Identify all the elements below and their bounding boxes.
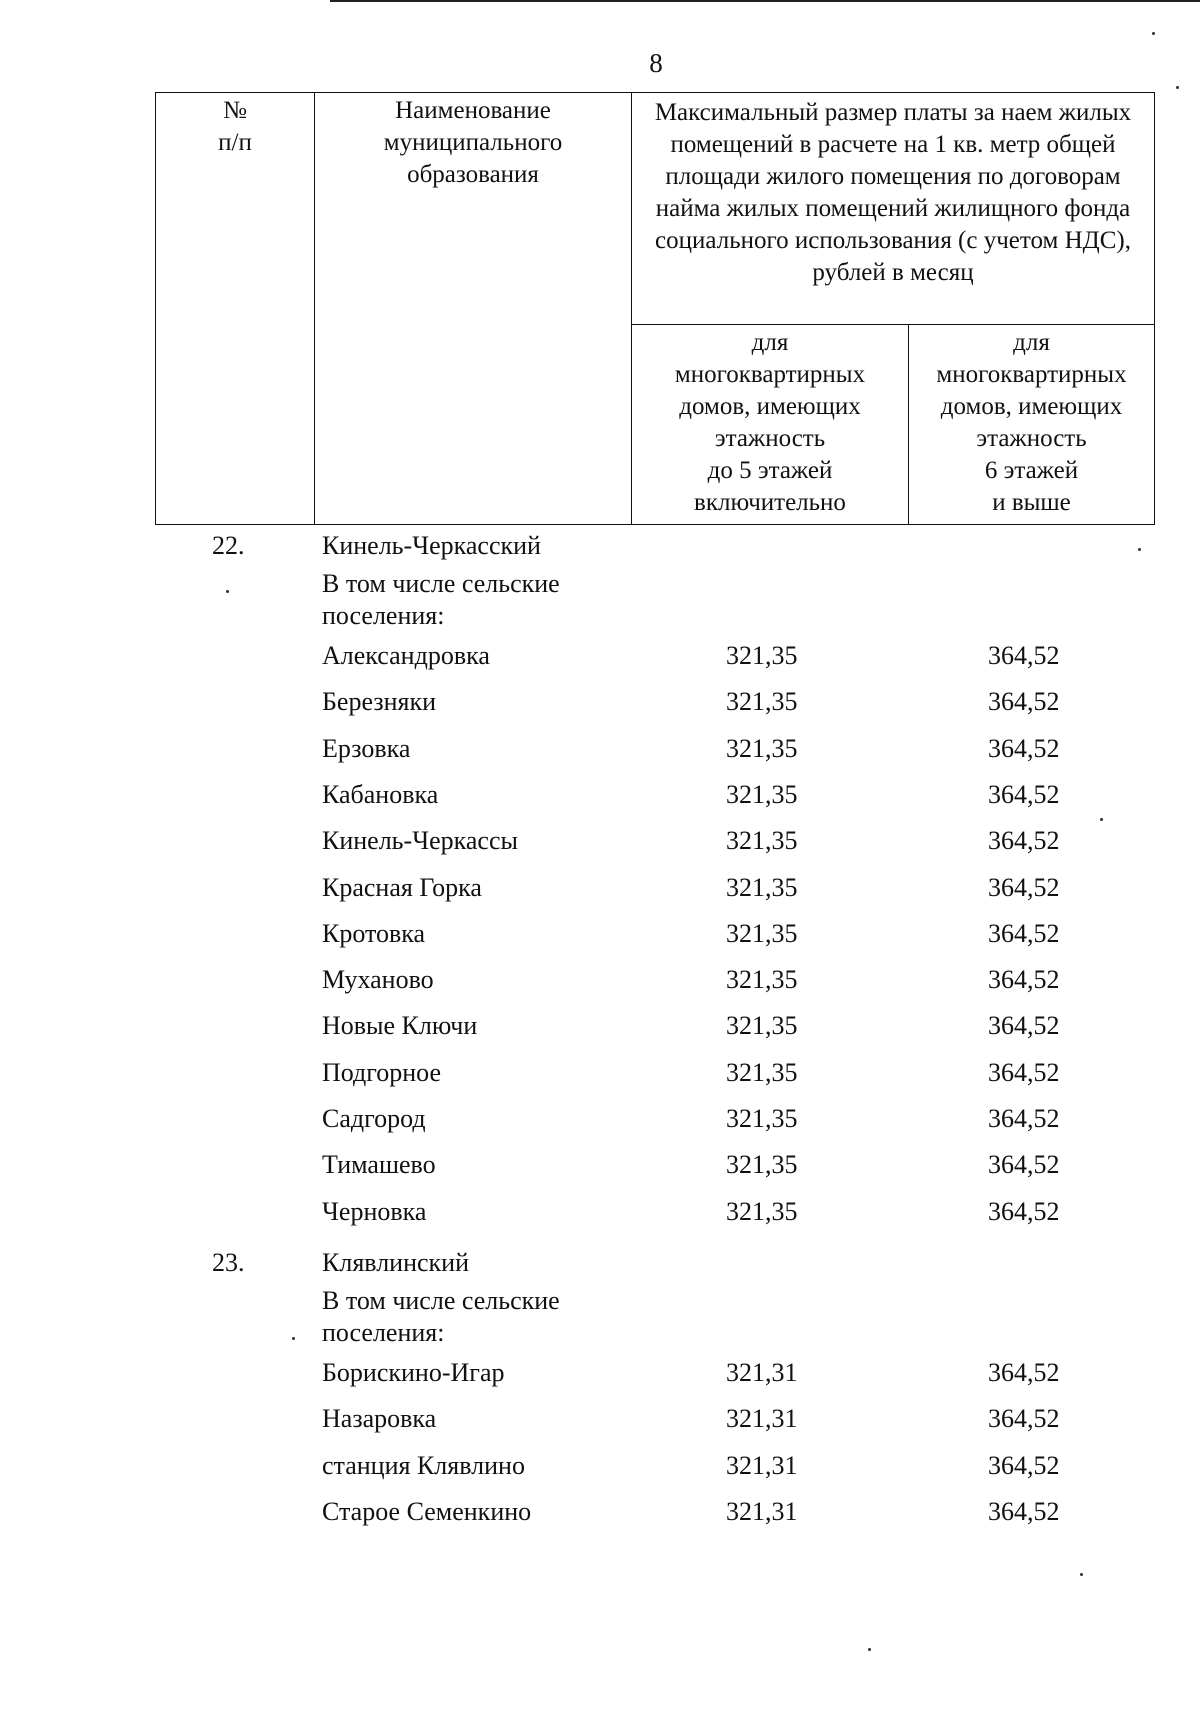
rent-upto-5-floors: 321,35 xyxy=(726,965,798,994)
settlement-name: Александровка xyxy=(322,641,490,670)
section-subtitle: В том числе сельские поселения: xyxy=(322,569,560,630)
header-col-6-floors-and-above: для многоквартирных домов, имеющих этажность 6 этажей и выше xyxy=(909,325,1155,525)
settlement-name: Кротовка xyxy=(322,919,426,948)
rent-6-floors-and-above: 364,52 xyxy=(988,919,1060,948)
rent-upto-5-floors: 321,31 xyxy=(726,1358,798,1387)
settlement-name: Черновка xyxy=(322,1197,427,1226)
rent-6-floors-and-above: 364,52 xyxy=(988,734,1060,763)
rent-6-floors-and-above: 364,52 xyxy=(988,641,1060,670)
rent-6-floors-and-above: 364,52 xyxy=(988,1104,1060,1133)
settlement-name: Кабановка xyxy=(322,780,439,809)
rent-6-floors-and-above: 364,52 xyxy=(988,1011,1060,1040)
rent-upto-5-floors: 321,35 xyxy=(726,734,798,763)
rent-upto-5-floors: 321,35 xyxy=(726,1058,798,1087)
scan-speck xyxy=(1152,32,1155,35)
rent-6-floors-and-above: 364,52 xyxy=(988,826,1060,855)
header-col-max-rent: Максимальный размер платы за наем жилых помещений в расчете на 1 кв. метр общей площади жилого помещения по договорам найма жилых помещений жилищного фонда социального использования (с учетом НДС), рублей в месяц xyxy=(632,93,1155,325)
district-name: Клявлинский xyxy=(322,1248,470,1277)
settlement-name: Ерзовка xyxy=(322,734,411,763)
section-number: 23. xyxy=(212,1248,245,1277)
header-col-upto-5-floors: для многоквартирных домов, имеющих этажность до 5 этажей включительно xyxy=(632,325,909,525)
settlement-name: Садгород xyxy=(322,1104,426,1133)
rent-6-floors-and-above: 364,52 xyxy=(988,873,1060,902)
settlement-name: Березняки xyxy=(322,687,437,716)
rent-6-floors-and-above: 364,52 xyxy=(988,1358,1060,1387)
settlement-name: станция Клявлино xyxy=(322,1451,525,1480)
scan-speck xyxy=(1176,86,1179,89)
rent-upto-5-floors: 321,31 xyxy=(726,1451,798,1480)
settlement-name: Подгорное xyxy=(322,1058,442,1087)
scan-speck xyxy=(292,1337,295,1340)
rent-upto-5-floors: 321,35 xyxy=(726,1011,798,1040)
settlement-name: Старое Семенкино xyxy=(322,1497,532,1526)
rent-6-floors-and-above: 364,52 xyxy=(988,1058,1060,1087)
scan-speck xyxy=(226,590,229,593)
scan-speck xyxy=(868,1648,871,1651)
district-name: Кинель-Черкасский xyxy=(322,531,541,560)
header-col-name: Наименование муниципального образования xyxy=(315,93,632,525)
rent-upto-5-floors: 321,35 xyxy=(726,687,798,716)
scan-speck xyxy=(1138,548,1141,551)
rent-upto-5-floors: 321,35 xyxy=(726,1104,798,1133)
header-col-number: № п/п xyxy=(156,93,315,525)
scan-speck xyxy=(1080,1573,1083,1576)
rent-6-floors-and-above: 364,52 xyxy=(988,687,1060,716)
settlement-name: Муханово xyxy=(322,965,434,994)
rent-6-floors-and-above: 364,52 xyxy=(988,1197,1060,1226)
section-subtitle: В том числе сельские поселения: xyxy=(322,1286,560,1347)
settlement-name: Тимашево xyxy=(322,1150,436,1179)
scan-speck xyxy=(1100,818,1103,821)
settlement-name: Красная Горка xyxy=(322,873,482,902)
rent-6-floors-and-above: 364,52 xyxy=(988,780,1060,809)
rent-upto-5-floors: 321,31 xyxy=(726,1404,798,1433)
rent-6-floors-and-above: 364,52 xyxy=(988,1451,1060,1480)
rent-6-floors-and-above: 364,52 xyxy=(988,965,1060,994)
rent-upto-5-floors: 321,35 xyxy=(726,919,798,948)
settlement-name: Борискино-Игар xyxy=(322,1358,505,1387)
rent-6-floors-and-above: 364,52 xyxy=(988,1497,1060,1526)
rent-6-floors-and-above: 364,52 xyxy=(988,1150,1060,1179)
page-number: 8 xyxy=(649,48,663,78)
section-number: 22. xyxy=(212,531,245,560)
rent-6-floors-and-above: 364,52 xyxy=(988,1404,1060,1433)
rent-upto-5-floors: 321,35 xyxy=(726,641,798,670)
settlement-name: Новые Ключи xyxy=(322,1011,478,1040)
rent-upto-5-floors: 321,35 xyxy=(726,1197,798,1226)
rent-upto-5-floors: 321,35 xyxy=(726,826,798,855)
rent-upto-5-floors: 321,35 xyxy=(726,780,798,809)
rent-upto-5-floors: 321,35 xyxy=(726,873,798,902)
rent-upto-5-floors: 321,31 xyxy=(726,1497,798,1526)
rent-upto-5-floors: 321,35 xyxy=(726,1150,798,1179)
settlement-name: Кинель-Черкассы xyxy=(322,826,518,855)
settlement-name: Назаровка xyxy=(322,1404,437,1433)
